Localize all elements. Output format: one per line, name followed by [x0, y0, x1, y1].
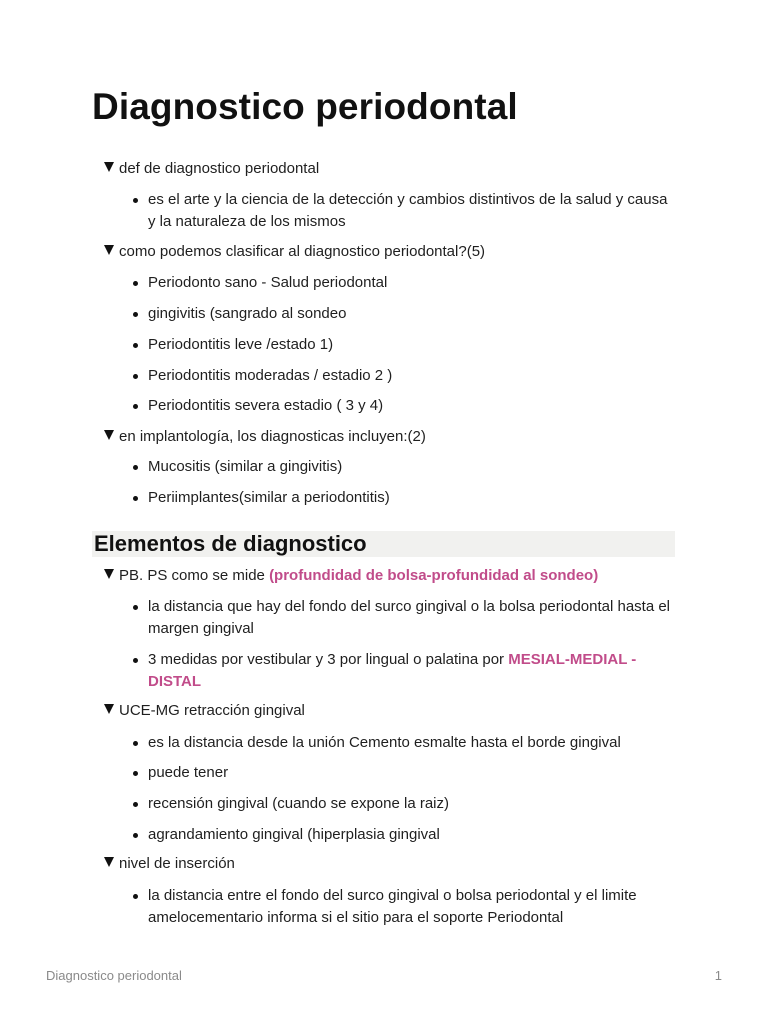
triangle-down-icon[interactable]: [104, 245, 114, 255]
bullet-dot-icon: [133, 894, 138, 899]
bullet-dot-icon: [133, 404, 138, 409]
bullet-dot-icon: [133, 833, 138, 838]
bullet-dot-icon: [133, 741, 138, 746]
list-item-text: Periimplantes(similar a periodontitis): [148, 489, 390, 506]
toggle-label: def de diagnostico periodontal: [119, 160, 320, 177]
toggle-pb-ps[interactable]: [104, 565, 598, 587]
triangle-down-icon[interactable]: [104, 569, 114, 579]
list-item-text: 3 medidas por vestibular y 3 por lingual o palatina por: [148, 651, 509, 668]
bullet-dot-icon: [133, 771, 138, 776]
list-item: [148, 649, 676, 693]
bullet-dot-icon: [133, 343, 138, 348]
list-item-text: gingivitis (sangrado al sondeo: [148, 305, 347, 322]
list-item-text: recensión gingival (cuando se expone la raiz): [148, 795, 450, 812]
triangle-down-icon[interactable]: [104, 430, 114, 440]
toggle-label-highlight: (profundidad de bolsa-profundidad al sondeo): [269, 567, 599, 584]
list-item: [148, 596, 676, 640]
toggle-label: nivel de inserción: [119, 855, 235, 872]
list-item: [148, 487, 676, 509]
triangle-down-icon[interactable]: [104, 704, 114, 714]
bullet-dot-icon: [133, 374, 138, 379]
list-item-text: es la distancia desde la unión Cemento esmalte hasta el borde gingival: [148, 734, 621, 751]
section-heading: Elementos de diagnostico: [92, 531, 675, 557]
page-title: Diagnostico periodontal: [92, 86, 518, 127]
bullet-dot-icon: [133, 605, 138, 610]
list-item-text: Periodontitis severa estadio ( 3 y 4): [148, 397, 384, 414]
list-item-text: Mucositis (similar a gingivitis): [148, 458, 343, 475]
list-item-text: Periodonto sano - Salud periodontal: [148, 274, 388, 291]
toggle-clasificar-diagnostico[interactable]: [104, 241, 485, 263]
list-item: [148, 885, 676, 929]
list-item-text: la distancia que hay del fondo del surco gingival o la bolsa periodontal hasta el margen gingival: [148, 598, 671, 637]
list-item-highlight: MESIAL-MEDIAL - DISTAL: [148, 651, 637, 690]
list-item: [148, 456, 676, 478]
list-item: [148, 272, 676, 294]
list-item: [148, 732, 676, 754]
toggle-def-diagnostico[interactable]: [104, 158, 319, 180]
toggle-uce-mg[interactable]: [104, 700, 305, 722]
list-item: [148, 334, 676, 356]
toggle-implantologia[interactable]: [104, 426, 426, 448]
list-item: [148, 189, 676, 233]
triangle-down-icon[interactable]: [104, 857, 114, 867]
list-item: [148, 793, 676, 815]
list-item-text: agrandamiento gingival (hiperplasia gingival: [148, 826, 440, 843]
list-item-text: es el arte y la ciencia de la detección y cambios distintivos de la salud y causa y la naturaleza de los mismos: [148, 191, 668, 230]
bullet-dot-icon: [133, 465, 138, 470]
footer-title: Diagnostico periodontal: [46, 968, 182, 983]
list-item: [148, 303, 676, 325]
toggle-label: UCE-MG retracción gingival: [119, 702, 305, 719]
bullet-dot-icon: [133, 312, 138, 317]
list-item-text: Periodontitis leve /estado 1): [148, 336, 334, 353]
bullet-dot-icon: [133, 496, 138, 501]
toggle-nivel-insercion[interactable]: [104, 853, 235, 875]
bullet-dot-icon: [133, 281, 138, 286]
list-item: [148, 824, 676, 846]
toggle-label: PB. PS como se mide: [119, 567, 270, 584]
list-item: [148, 762, 676, 784]
bullet-dot-icon: [133, 658, 138, 663]
list-item: [148, 365, 676, 387]
list-item-text: la distancia entre el fondo del surco gingival o bolsa periodontal y el limite amelocementario informa si el sitio para el soporte Periodontal: [148, 887, 637, 926]
list-item: [148, 395, 676, 417]
list-item-text: puede tener: [148, 764, 229, 781]
page-number: 1: [714, 968, 722, 983]
bullet-dot-icon: [133, 198, 138, 203]
triangle-down-icon[interactable]: [104, 162, 114, 172]
toggle-label: como podemos clasificar al diagnostico periodontal?(5): [119, 243, 486, 260]
toggle-label: en implantología, los diagnosticas incluyen:(2): [119, 428, 426, 445]
bullet-dot-icon: [133, 802, 138, 807]
list-item-text: Periodontitis moderadas / estadio 2 ): [148, 367, 393, 384]
